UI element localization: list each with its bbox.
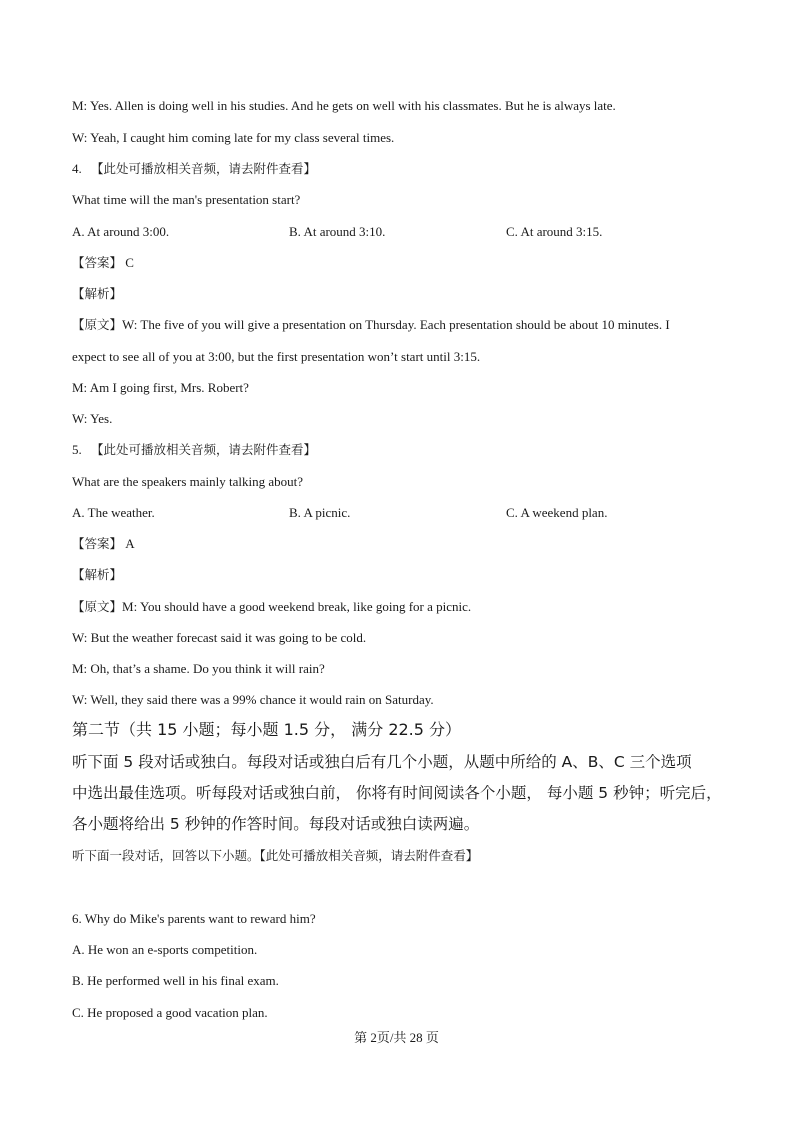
transcript-line: W: Well, they said there was a 99% chance it would rain on Saturday. bbox=[72, 692, 434, 707]
section-title: 第二节（共 15 小题；每小题 1.5 分， 满分 22.5 分） bbox=[72, 720, 462, 739]
original-label: 【原文】 bbox=[72, 599, 123, 614]
option-b: B. At around 3:10. bbox=[289, 224, 386, 239]
analysis-label: 【解析】 bbox=[72, 567, 123, 582]
sub-instruction: 听下面一段对话，回答以下小题。【此处可播放相关音频，请去附件查看】 bbox=[72, 848, 479, 863]
question-text: What time will the man's presentation start? bbox=[72, 192, 301, 207]
option-a: A. At around 3:00. bbox=[72, 224, 170, 239]
answer-line bbox=[72, 255, 134, 271]
question-5-header bbox=[72, 442, 316, 458]
transcript-line: M: Oh, that’s a shame. Do you think it will rain? bbox=[72, 661, 325, 676]
original-label: 【原文】 bbox=[72, 317, 123, 332]
answer-value: A bbox=[125, 536, 135, 551]
analysis-label: 【解析】 bbox=[72, 286, 123, 301]
option-b: B. He performed well in his final exam. bbox=[72, 973, 279, 988]
transcript-line: W: But the weather forecast said it was going to be cold. bbox=[72, 630, 367, 645]
answer-label: 【答案】 bbox=[72, 255, 123, 270]
answer-label: 【答案】 bbox=[72, 536, 123, 551]
option-c: C. A weekend plan. bbox=[506, 505, 608, 520]
dialogue-line: W: Yeah, I caught him coming late for my class several times. bbox=[72, 130, 395, 145]
audio-note: 【此处可播放相关音频，请去附件查看】 bbox=[91, 442, 317, 457]
question-number: 5. bbox=[72, 442, 82, 457]
option-b: B. A picnic. bbox=[289, 505, 351, 520]
section-instruction: 中选出最佳选项。听每段对话或独白前， 你将有时间阅读各个小题， 每小题 5 秒钟；听完后， bbox=[72, 784, 722, 802]
question-text: What are the speakers mainly talking about? bbox=[72, 474, 304, 489]
transcript-line: 【原文】W: The five of you will give a presentation on Thursday. Each presentation should be about 10 minutes. I bbox=[72, 317, 670, 332]
answer-value: C bbox=[125, 255, 134, 270]
answer-line bbox=[72, 536, 135, 552]
option-a: A. He won an e-sports competition. bbox=[72, 942, 258, 957]
section-instruction: 听下面 5 段对话或独白。每段对话或独白后有几个小题，从题中所给的 A、B、C 三个选项 bbox=[72, 753, 692, 771]
transcript-line: M: Am I going first, Mrs. Robert? bbox=[72, 380, 249, 395]
dialogue-line: M: Yes. Allen is doing well in his studies. And he gets on well with his classmates. But he is always late. bbox=[72, 98, 616, 113]
option-c: C. At around 3:15. bbox=[506, 224, 603, 239]
transcript-line: expect to see all of you at 3:00, but the first presentation won’t start until 3:15. bbox=[72, 349, 481, 364]
page-footer: 第 2页/共 28 页 bbox=[354, 1030, 439, 1045]
question-number: 4. bbox=[72, 161, 82, 176]
audio-note: 【此处可播放相关音频，请去附件查看】 bbox=[91, 161, 317, 176]
transcript-line: W: Yes. bbox=[72, 411, 113, 426]
section-instruction: 各小题将给出 5 秒钟的作答时间。每段对话或独白读两遍。 bbox=[72, 815, 480, 833]
transcript-line: 【原文】M: You should have a good weekend break, like going for a picnic. bbox=[72, 599, 472, 614]
question-text: 6. Why do Mike's parents want to reward him? bbox=[72, 911, 316, 926]
question-4-header bbox=[72, 161, 316, 177]
option-c: C. He proposed a good vacation plan. bbox=[72, 1005, 268, 1020]
option-a: A. The weather. bbox=[72, 505, 155, 520]
